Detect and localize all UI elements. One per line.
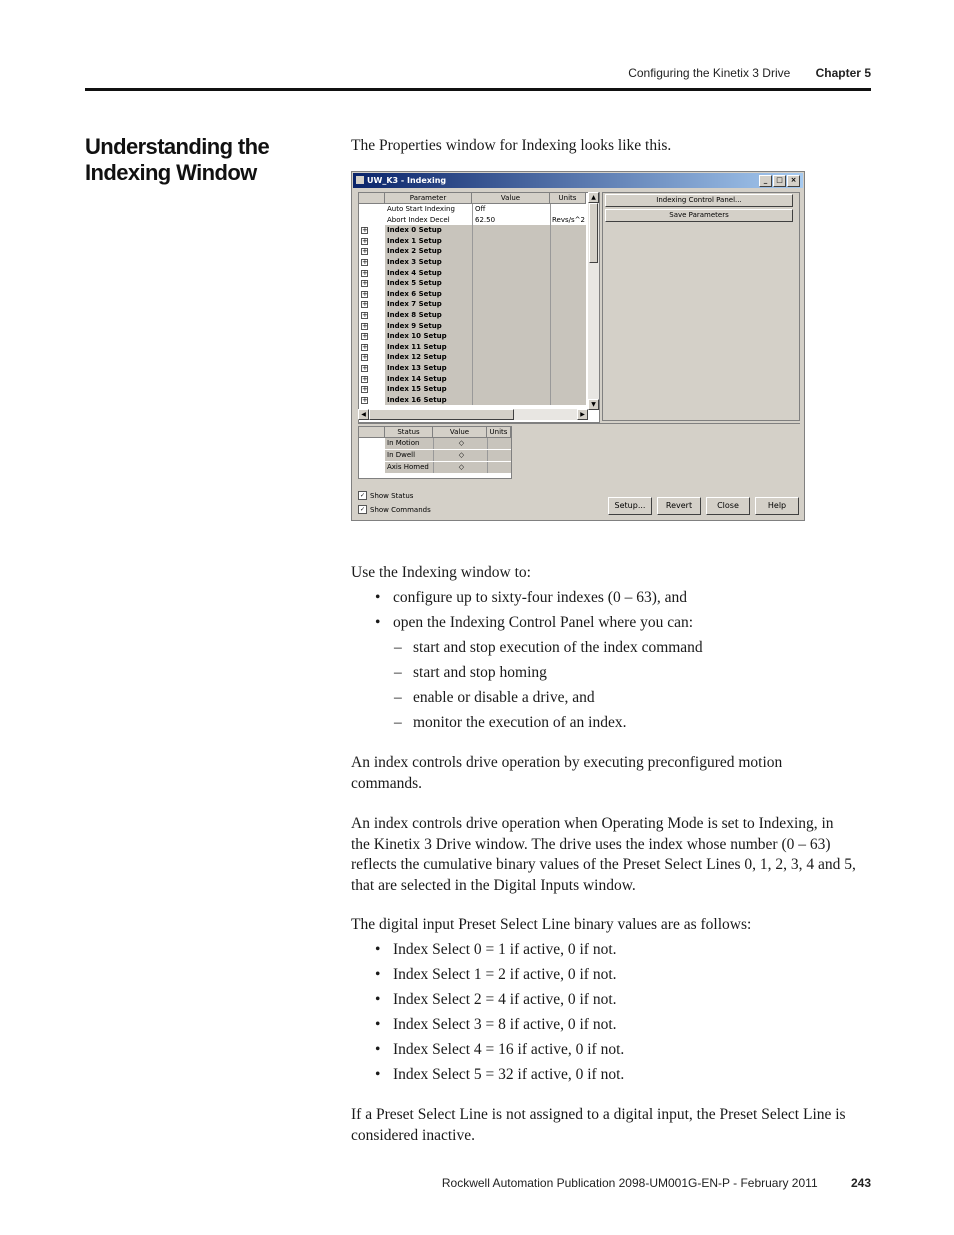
setup-value [472,342,550,353]
show-commands-checkbox[interactable] [358,505,431,514]
list-item: – start and stop homing [351,663,703,688]
param-value[interactable]: 62.50 [472,215,550,226]
row-gutter [359,215,385,226]
revert-button[interactable]: Revert [657,497,701,515]
grid-header-value: Value [472,193,550,204]
index-setup-row[interactable] [359,257,586,268]
setup-name: Index 11 Setup [385,342,472,353]
row-gutter [359,374,385,385]
setup-units [550,257,586,268]
setup-value [472,363,550,374]
setup-units [550,395,586,406]
expand-icon[interactable]: + [362,226,368,235]
text-line: considered inactive. [351,1126,475,1144]
setup-name: Index 12 Setup [385,352,472,363]
row-gutter [359,321,385,332]
setup-name: Index 5 Setup [385,278,472,289]
window-icon [356,176,364,184]
status-header-units: Units [487,427,511,438]
setup-name: Index 4 Setup [385,268,472,279]
setup-value [472,289,550,300]
setup-name: Index 7 Setup [385,299,472,310]
scroll-thumb[interactable] [589,203,598,263]
row-gutter [359,462,385,473]
setup-units [550,246,586,257]
paragraph-index-operation [351,753,782,794]
setup-name: Index 8 Setup [385,310,472,321]
param-name: Abort Index Decel [387,215,450,224]
status-grid [358,426,512,479]
setup-value [472,225,550,236]
setup-name: Index 6 Setup [385,289,472,300]
expand-icon[interactable]: + [362,279,368,288]
expand-icon[interactable]: + [362,364,368,372]
text-line: An index controls drive operation by executing preconfigured motion [351,754,783,771]
footer-publication: Rockwell Automation Publication 2098-UM001G-EN-P - February 2011 [441,1176,818,1190]
status-name: In Motion [385,438,433,449]
setup-units [550,363,586,374]
index-setup-row[interactable] [359,331,586,342]
check-icon: ✓ [359,492,366,499]
row-gutter [359,363,385,374]
setup-value [472,278,550,289]
index-setup-row[interactable] [359,363,586,374]
setup-units [550,310,586,321]
setup-name: Index 9 Setup [385,321,472,332]
list-item: • Index Select 0 = 1 if active, 0 if not. [351,940,624,965]
use-list [351,588,693,638]
setup-value [472,395,550,406]
expand-icon[interactable]: + [362,289,368,298]
grid-header-blank [359,193,385,204]
show-status-checkbox[interactable] [358,491,413,500]
grid-header-units: Units [550,193,586,204]
use-intro: Use the Indexing window to: [351,564,531,581]
row-gutter [359,395,385,406]
command-panel [602,192,800,421]
expand-icon[interactable]: + [362,321,368,330]
param-value[interactable]: Off [472,204,550,215]
setup-value [472,331,550,342]
header-chapter: Chapter 5 [815,66,871,80]
list-item: – enable or disable a drive, and [351,688,703,713]
setup-units [550,225,586,236]
status-indicator-icon: ◇ [433,462,487,473]
expand-icon[interactable]: + [362,236,368,245]
index-setup-row[interactable] [359,342,586,353]
header-rule [85,88,871,91]
index-setup-row[interactable] [359,289,586,300]
setup-units [550,331,586,342]
setup-button[interactable]: Setup... [608,497,652,515]
expand-icon[interactable]: + [362,268,368,277]
page-footer [0,1176,871,1190]
status-name: Axis Homed [385,462,433,473]
indexing-control-panel-button[interactable]: Indexing Control Panel... [605,194,793,207]
window-titlebar [353,173,803,188]
setup-units [550,268,586,279]
scroll-right-icon[interactable]: ▶ [577,409,588,420]
status-units [487,462,511,473]
paragraph-inactive [351,1105,846,1146]
show-commands-label: Show Commands [370,505,431,514]
param-units: Revs/s^2 [552,215,585,224]
row-gutter [359,246,385,257]
status-header-status: Status [385,427,433,438]
check-icon: ✓ [359,506,366,513]
index-setup-row[interactable] [359,321,586,332]
index-setup-row[interactable] [359,246,586,257]
row-gutter [359,236,385,247]
intro-text: The Properties window for Indexing looks like this. [351,137,672,154]
param-units [550,204,586,215]
setup-units [550,236,586,247]
expand-icon[interactable]: + [362,258,368,266]
row-gutter [359,204,385,215]
row-gutter [359,438,385,449]
header-section: Configuring the Kinetix 3 Drive [628,66,791,80]
parameter-grid [358,192,600,423]
row-gutter [359,384,385,395]
status-indicator-icon: ◇ [433,450,487,461]
scroll-left-icon[interactable]: ◀ [358,409,369,420]
expand-icon[interactable]: + [362,247,368,256]
list-item: • Index Select 1 = 2 if active, 0 if not. [351,965,624,990]
status-row [359,462,511,473]
index-setup-row[interactable] [359,268,586,279]
text-line: commands. [351,774,423,792]
index-setup-row[interactable] [359,278,586,289]
row-gutter [359,331,385,342]
setup-value [472,236,550,247]
setup-name: Index 13 Setup [385,363,472,374]
scroll-down-icon[interactable]: ▼ [588,399,599,410]
param-row[interactable] [359,204,586,215]
setup-value [472,257,550,268]
row-gutter [359,450,385,461]
setup-units [550,352,586,363]
text-line: that are selected in the Digital Inputs window. [351,876,636,894]
setup-name: Index 2 Setup [385,246,472,257]
expand-icon[interactable]: + [362,342,368,351]
setup-value [472,374,550,385]
scroll-up-icon[interactable]: ▲ [588,192,599,203]
param-name: Auto Start Indexing [387,205,455,213]
list-item: • configure up to sixty-four indexes (0 – 63), and [351,588,693,613]
list-item: • Index Select 5 = 32 if active, 0 if not. [351,1065,624,1090]
help-button[interactable]: Help [755,497,799,515]
index-setup-row[interactable] [359,225,586,236]
list-item: • Index Select 3 = 8 if active, 0 if not. [351,1015,624,1040]
row-gutter [359,352,385,363]
list-item: • Index Select 4 = 16 if active, 0 if not. [351,1040,624,1065]
index-setup-row[interactable] [359,384,586,395]
save-parameters-button[interactable]: Save Parameters [605,209,793,222]
setup-units [550,342,586,353]
hscroll-thumb[interactable] [369,409,514,420]
setup-value [472,321,550,332]
paragraph-operating-mode [351,814,856,896]
status-name: In Dwell [385,450,433,461]
setup-name: Index 1 Setup [385,236,472,247]
expand-icon[interactable]: + [362,332,368,341]
status-indicator-icon: ◇ [433,438,487,449]
param-row[interactable] [359,215,586,226]
row-gutter [359,278,385,289]
list-item: • Index Select 2 = 4 if active, 0 if not. [351,990,624,1015]
setup-units [550,321,586,332]
expand-icon[interactable]: + [362,374,368,383]
close-icon[interactable]: × [787,175,800,187]
section-title: Understanding the Indexing Window [85,134,270,185]
expand-icon[interactable]: + [362,385,368,394]
expand-icon[interactable]: + [362,311,368,319]
list-item: • open the Indexing Control Panel where you can: [351,613,693,638]
expand-icon[interactable]: + [362,353,368,362]
index-select-list [351,940,624,1090]
index-setup-row[interactable] [359,395,586,406]
status-row [359,450,511,461]
row-gutter [359,310,385,321]
page-number: 243 [850,1176,871,1190]
show-status-label: Show Status [370,491,414,500]
running-header [0,66,871,80]
setup-value [472,384,550,395]
maximize-icon[interactable]: □ [773,175,786,187]
text-line: If a Preset Select Line is not assigned to a digital input, the Preset Select Line is [351,1106,846,1123]
setup-value [472,246,550,257]
grid-header-parameter: Parameter [385,193,472,204]
setup-name: Index 0 Setup [385,225,472,236]
grid-horizontal-scrollbar[interactable] [358,409,588,420]
paragraph-binary-values: The digital input Preset Select Line binary values are as follows: [351,916,752,933]
status-row [359,438,511,449]
index-setup-row[interactable] [359,352,586,363]
setup-name: Index 14 Setup [385,374,472,385]
setup-value [472,352,550,363]
minimize-icon[interactable]: _ [759,175,772,187]
setup-units [550,278,586,289]
window-title: UW_K3 - Indexing [367,176,447,185]
row-gutter [359,289,385,300]
control-panel-list [351,638,703,738]
status-header-value: Value [433,427,487,438]
index-setup-row[interactable] [359,236,586,247]
pane-divider [358,423,800,424]
setup-name: Index 3 Setup [385,257,472,268]
status-header-blank [359,427,385,438]
index-setup-row[interactable] [359,310,586,321]
row-gutter [359,268,385,279]
setup-name: Index 10 Setup [385,331,472,342]
text-line: the Kinetix 3 Drive window. The drive uses the index whose number (0 – 63) [351,835,831,853]
text-line: reflects the cumulative binary values of the Preset Select Lines 0, 1, 2, 3, 4 and 5, [351,856,856,873]
expand-icon[interactable]: + [362,300,368,309]
setup-units [550,384,586,395]
setup-value [472,268,550,279]
expand-icon[interactable]: + [362,395,368,404]
index-setup-row[interactable] [359,374,586,385]
index-setup-row[interactable] [359,299,586,310]
setup-name: Index 16 Setup [385,395,472,406]
status-units [487,450,511,461]
list-item: – start and stop execution of the index command [351,638,703,663]
text-line: An index controls drive operation when Operating Mode is set to Indexing, in [351,815,834,832]
grid-vertical-scrollbar[interactable] [588,192,599,410]
row-gutter [359,257,385,268]
setup-units [550,374,586,385]
setup-units [550,299,586,310]
status-units [487,438,511,449]
setup-units [550,289,586,300]
setup-value [472,299,550,310]
setup-value [472,310,550,321]
row-gutter [359,342,385,353]
setup-name: Index 15 Setup [385,384,472,395]
indexing-window [351,171,805,521]
row-gutter [359,299,385,310]
row-gutter [359,225,385,236]
list-item: – monitor the execution of an index. [351,713,703,738]
close-button[interactable]: Close [706,497,750,515]
